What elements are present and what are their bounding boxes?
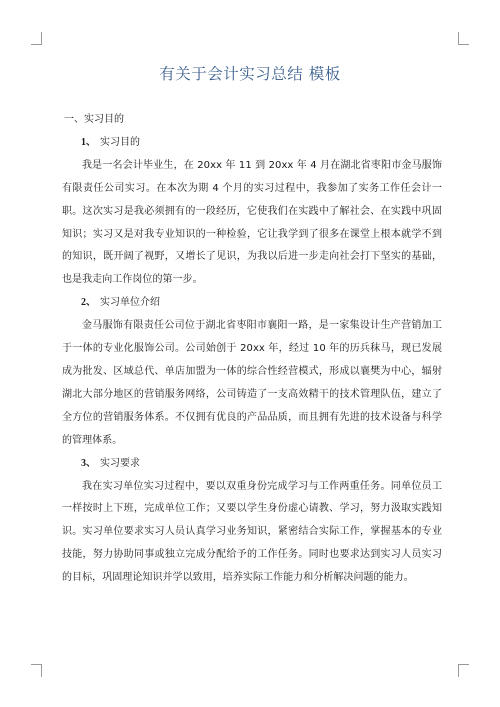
paragraph-company-intro: 金马服饰有限责任公司位于湖北省枣阳市襄阳一路，是一家集设计生产营销加工于一体的专业化服饰公司。公司始创于 20xx 年，经过 10 年的历兵秣马，现已发展成为批发、区域总代、单店加盟为一体的综合性经营模式，形成以襄樊为中心，辐射湖北大部分地区的营销服务网络，公司铸造了一支高效精干的技术管理队伍，建立了全方位的营销服务体系。不仅拥有优良的产品品质，而且拥有先进的技术设备与科学的管理体系。	[62, 320, 442, 446]
section-heading-purpose: 一、实习目的	[64, 114, 124, 125]
subheading-company-intro	[62, 292, 442, 315]
document-body	[62, 109, 442, 590]
document-title: 有关于会计实习总结 模板	[159, 65, 341, 83]
subheading-text: 实习单位介绍	[100, 297, 160, 309]
subheading-number: 3、	[81, 457, 96, 469]
page-corner-mark-top-right	[458, 32, 469, 45]
subheading-requirements	[62, 453, 442, 476]
subheading-text: 实习要求	[100, 457, 140, 469]
subheading-text: 实习目的	[100, 136, 140, 148]
subheading-purpose	[62, 132, 442, 155]
subheading-number: 2、	[81, 297, 96, 309]
paragraph-purpose: 我是一名会计毕业生，在 20xx 年 11 到 20xx 年 4 月在湖北省枣阳市金马服饰有限责任公司实习。在本次为期 4 个月的实习过程中，我参加了实务工作任会计一职。这次实习是我必须拥有的一段经历，它使我们在实践中了解社会、在实践中巩固知识；实习又是对我专业知识的一种检验，它让我学到了很多在课堂上根本就学不到的知识，既开阔了视野，又增长了见识，为我以后进一步走向社会打下坚实的基础，也是我走向工作岗位的第一步。	[62, 159, 442, 286]
page-corner-mark-bottom-right	[458, 664, 469, 677]
page-corner-mark-bottom-left	[31, 664, 42, 677]
page-corner-mark-top-left	[31, 32, 42, 45]
paragraph-requirements: 我在实习单位实习过程中，要以双重身份完成学习与工作两重任务。同单位员工一样按时上下班，完成单位工作；又要以学生身份虚心请教、学习，努力汲取实践知识。实习单位要求实习人员认真学习业务知识，紧密结合实际工作，掌握基本的专业技能，努力协助同事或独立完成分配给予的工作任务。同时也要求达到实习人员实习的目标，巩固理论知识并学以致用，培养实际工作能力和分析解决问题的能力。	[62, 480, 442, 584]
subheading-number: 1、	[81, 136, 96, 148]
